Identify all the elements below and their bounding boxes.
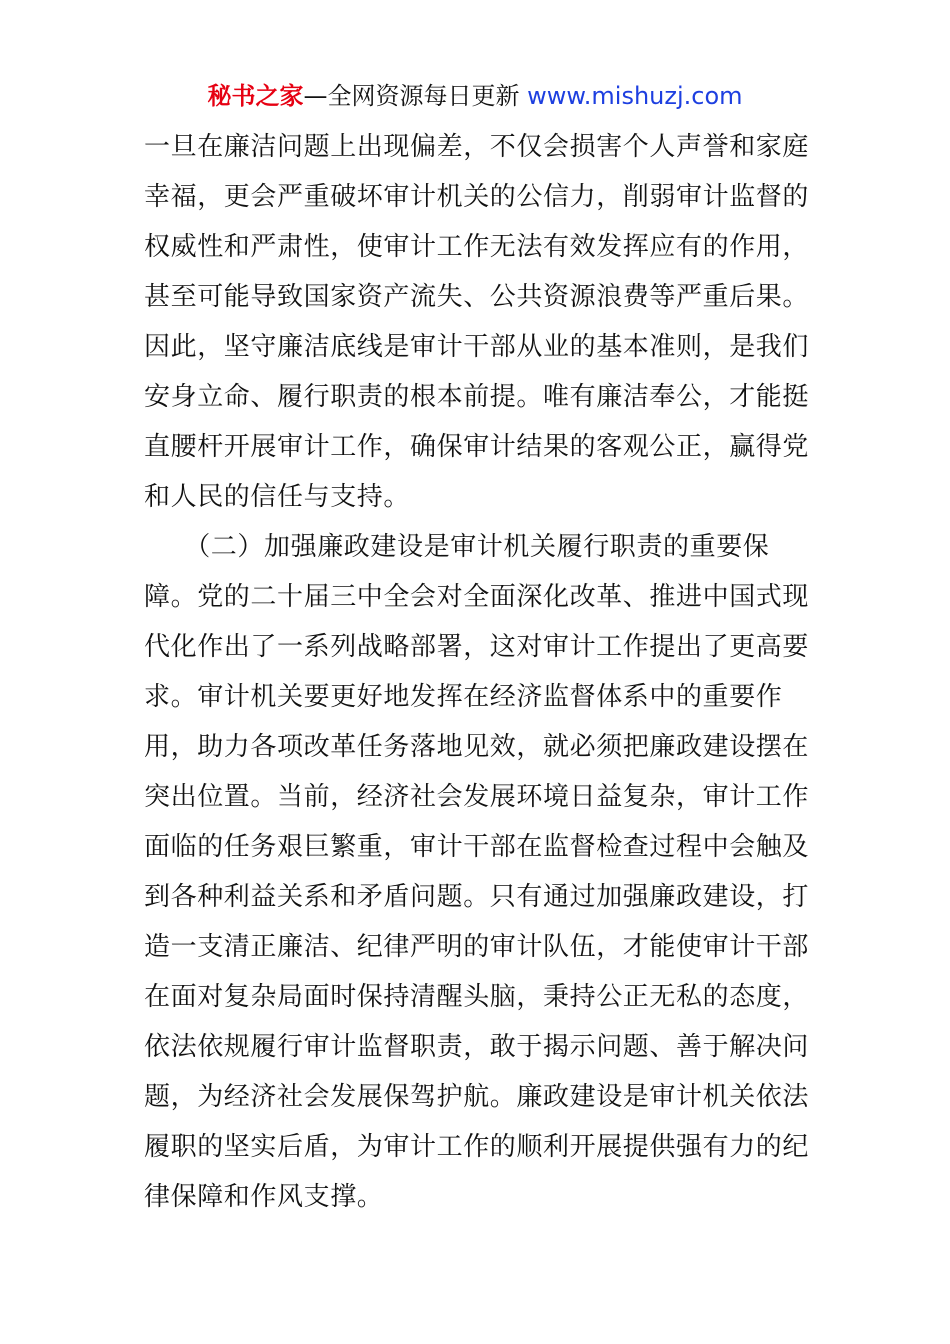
text-line: 题，为经济社会发展保驾护航。廉政建设是审计机关依法 xyxy=(144,1082,810,1112)
text-line: 面临的任务艰巨繁重，审计干部在监督检查过程中会触及 xyxy=(144,832,810,862)
site-url[interactable]: www.mishuzj.com xyxy=(527,82,743,110)
text-line: 幸福，更会严重破坏审计机关的公信力，削弱审计监督的 xyxy=(144,182,810,212)
text-line: 代化作出了一系列战略部署，这对审计工作提出了更高要 xyxy=(144,632,810,662)
text-line: 障。党的二十届三中全会对全面深化改革、推进中国式现 xyxy=(144,582,810,612)
text-line: 安身立命、履行职责的根本前提。唯有廉洁奉公，才能挺 xyxy=(144,382,810,412)
site-brand: 秘书之家 xyxy=(207,82,304,110)
document-body xyxy=(144,122,808,1222)
text-line: 因此，坚守廉洁底线是审计干部从业的基本准则，是我们 xyxy=(144,332,810,362)
site-tagline: —全网资源每日更新 xyxy=(303,82,528,110)
text-line: 律保障和作风支撑。 xyxy=(144,1182,384,1212)
text-line: 突出位置。当前，经济社会发展环境日益复杂，审计工作 xyxy=(144,782,810,812)
text-line: 一旦在廉洁问题上出现偏差，不仅会损害个人声誉和家庭 xyxy=(144,132,810,162)
text-line: 造一支清正廉洁、纪律严明的审计队伍，才能使审计干部 xyxy=(144,932,810,962)
page-header xyxy=(0,80,950,112)
text-line: 权威性和严肃性，使审计工作无法有效发挥应有的作用， xyxy=(144,232,810,262)
text-line: 直腰杆开展审计工作，确保审计结果的客观公正，赢得党 xyxy=(144,432,810,462)
text-line: 在面对复杂局面时保持清醒头脑，秉持公正无私的态度， xyxy=(144,982,810,1012)
section-heading-line: （二）加强廉政建设是审计机关履行职责的重要保 xyxy=(144,532,770,562)
text-line: 到各种利益关系和矛盾问题。只有通过加强廉政建设，打 xyxy=(144,882,810,912)
text-line: 甚至可能导致国家资产流失、公共资源浪费等严重后果。 xyxy=(144,282,810,312)
text-line: 求。审计机关要更好地发挥在经济监督体系中的重要作 xyxy=(144,682,783,712)
text-line: 依法依规履行审计监督职责，敢于揭示问题、善于解决问 xyxy=(144,1032,810,1062)
text-line: 和人民的信任与支持。 xyxy=(144,482,411,512)
text-line: 用，助力各项改革任务落地见效，就必须把廉政建设摆在 xyxy=(144,732,810,762)
text-line: 履职的坚实后盾，为审计工作的顺利开展提供强有力的纪 xyxy=(144,1132,810,1162)
